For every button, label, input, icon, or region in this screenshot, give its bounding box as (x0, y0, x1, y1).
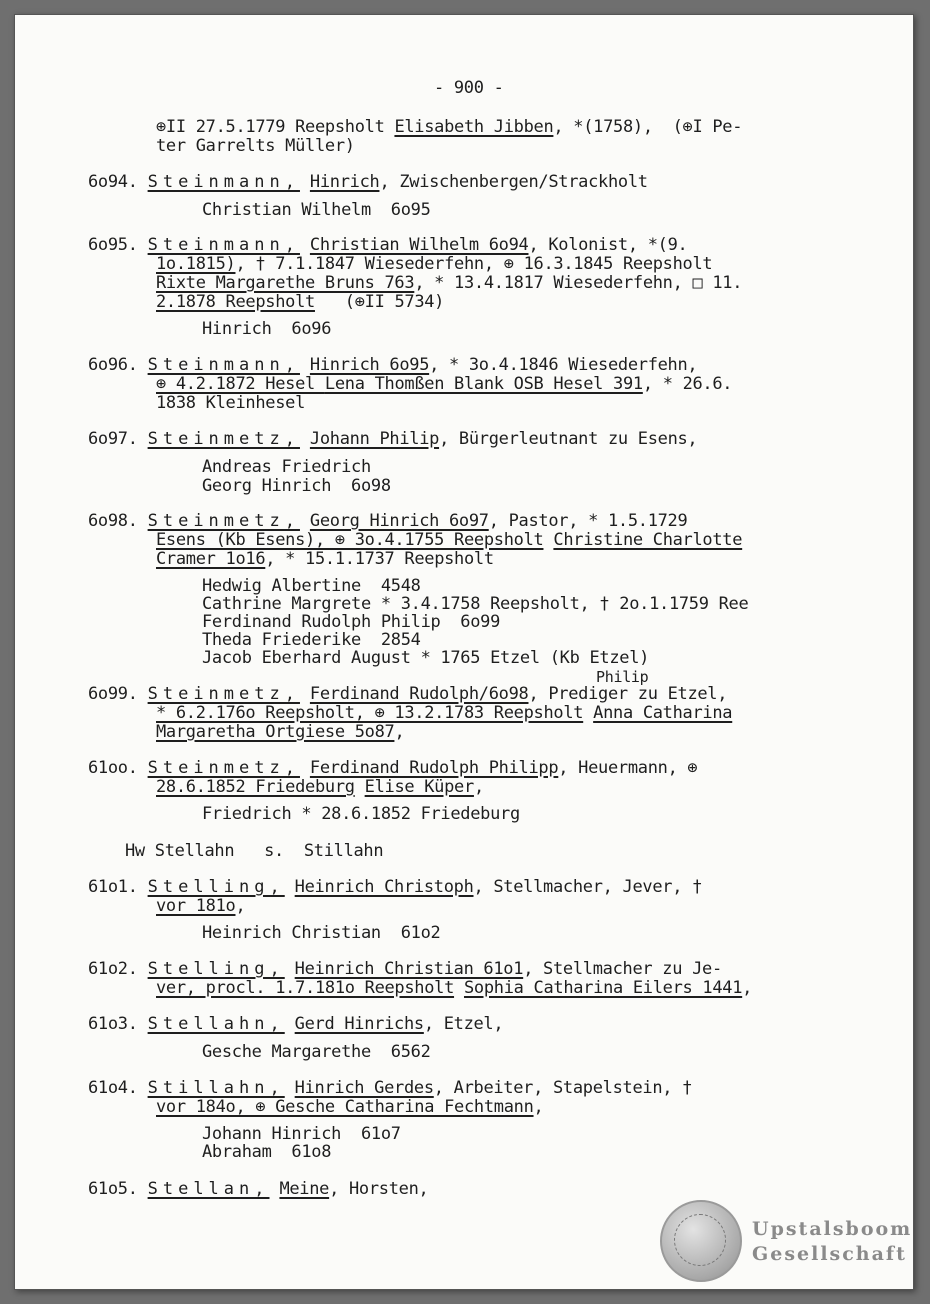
text-segment: ⊕II 27.5.1779 Reepsholt (156, 117, 395, 137)
text-segment: Friedrich * 28.6.1852 Friedeburg (202, 804, 520, 824)
entry-heading-6097 (88, 430, 697, 449)
text-segment (300, 758, 310, 778)
cross-reference (125, 842, 383, 861)
underlined-text: Lena Thomßen Blank OSB Hesel 391 (324, 374, 643, 394)
underlined-text: Hinrich Gerdes (294, 1078, 434, 1098)
text-segment: , * 15.1.1737 Reepsholt (265, 549, 494, 569)
underlined-text: Elisabeth Jibben (394, 117, 554, 137)
underlined-text: Christian Wilhelm 6o94 (309, 235, 529, 255)
text-segment (270, 1179, 280, 1199)
text-segment: , * 13.4.1817 Wiesederfehn, □ 11. (414, 273, 743, 293)
entry-heading-6099 (88, 685, 727, 704)
child-line (202, 805, 520, 824)
underlined-text: vor 181o (156, 896, 236, 916)
text-segment: 61o2. (88, 959, 148, 979)
underlined-text: Elise Küper (364, 777, 474, 797)
underlined-text: Rixte Margarethe Bruns 763 (156, 273, 415, 293)
surname: Steinmann, (147, 355, 300, 375)
text-segment: Georg Hinrich 6o98 (202, 476, 391, 496)
text-segment: , (742, 978, 753, 998)
text-line (156, 137, 355, 156)
text-line (156, 293, 444, 312)
underlined-text: Johann Philip (309, 429, 440, 449)
underlined-text: 2.1878 Reepsholt (156, 292, 315, 312)
underlined-text: Heinrich Christoph (294, 877, 474, 897)
underlined-text: * 6.2.176o Reepsholt, ⊕ 13.2.1783 Reepsholt (156, 703, 584, 723)
text-segment: Hedwig Albertine 4548 (202, 576, 421, 596)
surname: Stelling, (147, 959, 285, 979)
text-segment: Theda Friederike 2854 (202, 630, 421, 650)
underlined-text: Gerd Hinrichs (294, 1014, 424, 1034)
underlined-text: Ferdinand Rudolph/6o98 (309, 684, 529, 704)
text-segment: Jacob Eberhard August * 1765 Etzel (Kb Etzel) (202, 648, 650, 668)
underlined-text: Georg Hinrich 6o97 (309, 511, 489, 531)
surname: Steinmetz, (147, 511, 300, 531)
text-line (156, 550, 494, 569)
underlined-text: Anna Catharina (593, 703, 733, 723)
underlined-text: Sophia Catharina Eilers 1441 (463, 978, 743, 998)
underlined-text: Christine Charlotte (553, 530, 743, 550)
document-page (14, 14, 914, 1290)
text-segment (355, 777, 365, 797)
underlined-text: Heinrich Christian 61o1 (294, 959, 524, 979)
entry-heading-6104 (88, 1079, 692, 1098)
text-line (156, 723, 404, 742)
entry-heading-6101 (88, 878, 702, 897)
text-segment (300, 429, 310, 449)
surname: Steinmetz, (147, 429, 300, 449)
child-line (202, 1043, 431, 1062)
text-segment: Christian Wilhelm 6o95 (202, 200, 431, 220)
text-segment: Cathrine Margrete * 3.4.1758 Reepsholt, † 2o.1.1759 Ree (202, 594, 749, 614)
text-line (156, 118, 742, 137)
text-segment (583, 703, 593, 723)
logo-text-line1: Upstalsboom (752, 1218, 913, 1240)
page-number: - 900 - (434, 78, 504, 98)
child-line (202, 477, 391, 496)
text-segment: , Prediger zu Etzel, (528, 684, 728, 704)
text-segment: Ferdinand Rudolph Philip 6o99 (202, 612, 501, 632)
text-segment: 61o5. (88, 1179, 148, 1199)
surname: Steinmann, (147, 235, 300, 255)
entry-heading-6105 (88, 1180, 428, 1199)
text-line (156, 897, 245, 916)
underlined-text: 28.6.1852 Friedeburg (156, 777, 355, 797)
text-segment (454, 978, 464, 998)
text-segment (300, 235, 310, 255)
surname: Steinmetz, (147, 758, 300, 778)
text-segment: , Heuermann, ⊕ (558, 758, 698, 778)
text-segment: , (394, 722, 405, 742)
surname: Stellahn, (147, 1014, 285, 1034)
text-segment: Hinrich 6o96 (202, 319, 332, 339)
text-segment: (⊕II 5734) (314, 292, 445, 312)
underlined-text: Hinrich 6o95 (309, 355, 430, 375)
text-segment: Philip (596, 668, 649, 686)
text-segment: 6o95. (88, 235, 148, 255)
text-segment (300, 684, 310, 704)
text-segment (300, 511, 310, 531)
text-segment: , Pastor, * 1.5.1729 (488, 511, 688, 531)
text-segment: 61o4. (88, 1078, 148, 1098)
text-line (156, 531, 742, 550)
text-segment (285, 959, 295, 979)
child-line (202, 924, 440, 943)
text-segment: 1838 Kleinhesel (156, 393, 306, 413)
text-segment: 6o94. (88, 172, 148, 192)
text-segment: , Stellmacher, Jever, † (473, 877, 703, 897)
underlined-text: Cramer 1o16 (156, 549, 266, 569)
text-segment: Abraham 61o8 (202, 1142, 332, 1162)
text-segment: 61o1. (88, 877, 148, 897)
text-line (156, 255, 712, 274)
text-segment: 61o3. (88, 1014, 148, 1034)
child-line (202, 320, 331, 339)
text-segment: , Bürgerleutnant zu Esens, (439, 429, 698, 449)
underlined-text: ⊕ 4.2.1872 Hesel (156, 374, 325, 394)
text-line (156, 778, 484, 797)
underlined-text: Ferdinand Rudolph Philipp (309, 758, 559, 778)
surname: Steinmetz, (147, 684, 300, 704)
text-segment: Johann Hinrich 61o7 (202, 1124, 401, 1144)
text-line (156, 274, 742, 293)
text-line (156, 394, 305, 413)
text-segment: , Arbeiter, Stapelstein, † (433, 1078, 693, 1098)
text-line (156, 375, 732, 394)
entry-heading-6103 (88, 1015, 503, 1034)
text-segment (285, 1014, 295, 1034)
text-line (156, 1098, 543, 1117)
seal-logo-icon (660, 1200, 742, 1282)
underlined-text: 1o.1815) (156, 254, 236, 274)
text-segment: , Stellmacher zu Je- (523, 959, 722, 979)
text-segment (285, 1078, 295, 1098)
text-segment: 6o98. (88, 511, 148, 531)
child-line (202, 649, 649, 668)
entry-heading-6094 (88, 173, 648, 192)
text-segment: , * 26.6. (642, 374, 733, 394)
text-segment: Gesche Margarethe 6562 (202, 1042, 431, 1062)
text-segment: , Zwischenbergen/Strackholt (379, 172, 648, 192)
text-line (156, 979, 752, 998)
entry-heading-6095 (88, 236, 687, 255)
underlined-text: Esens (Kb Esens), ⊕ 3o.4.1755 Reepsholt (156, 530, 544, 550)
child-line (202, 1143, 331, 1162)
child-line (202, 201, 431, 220)
underlined-text: Meine (279, 1179, 330, 1199)
child-line (202, 458, 371, 477)
text-segment (300, 355, 310, 375)
surname: Stelling, (147, 877, 285, 897)
surname: Steinmann, (147, 172, 300, 192)
text-segment: 6o96. (88, 355, 148, 375)
entry-heading-6100 (88, 759, 697, 778)
entry-heading-6098 (88, 512, 687, 531)
text-segment: Andreas Friedrich (202, 457, 371, 477)
text-segment: , *(1758), (⊕I Pe- (553, 117, 743, 137)
text-segment: , (473, 777, 484, 797)
entry-heading-6102 (88, 960, 722, 979)
text-segment: 6o97. (88, 429, 148, 449)
text-segment: 61oo. (88, 758, 148, 778)
entry-heading-6096 (88, 356, 697, 375)
text-segment: , Etzel, (423, 1014, 504, 1034)
underlined-text: Hinrich (309, 172, 380, 192)
text-segment: ter Garrelts Müller) (156, 136, 355, 156)
text-segment: Heinrich Christian 61o2 (202, 923, 441, 943)
surname: Stellan, (147, 1179, 270, 1199)
text-segment (285, 877, 295, 897)
surname: Stillahn, (147, 1078, 285, 1098)
underlined-text: vor 184o, ⊕ Gesche Catharina Fechtmann (156, 1097, 534, 1117)
text-segment: Hw Stellahn s. Stillahn (125, 841, 384, 861)
text-segment: , * 3o.4.1846 Wiesederfehn, (429, 355, 698, 375)
text-segment: , (533, 1097, 544, 1117)
text-segment (543, 530, 553, 550)
underlined-text: ver, procl. 1.7.181o Reepsholt (156, 978, 455, 998)
logo-text-line2: Gesellschaft (752, 1243, 907, 1265)
text-segment: , (235, 896, 246, 916)
underlined-text: Margaretha Ortgiese 5o87 (156, 722, 395, 742)
text-segment: , † 7.1.1847 Wiesederfehn, ⊕ 16.3.1845 Reepsholt (235, 254, 713, 274)
text-segment: 6o99. (88, 684, 148, 704)
text-segment: , Horsten, (329, 1179, 429, 1199)
text-segment (300, 172, 310, 192)
text-line (156, 704, 732, 723)
text-segment: , Kolonist, *(9. (528, 235, 688, 255)
